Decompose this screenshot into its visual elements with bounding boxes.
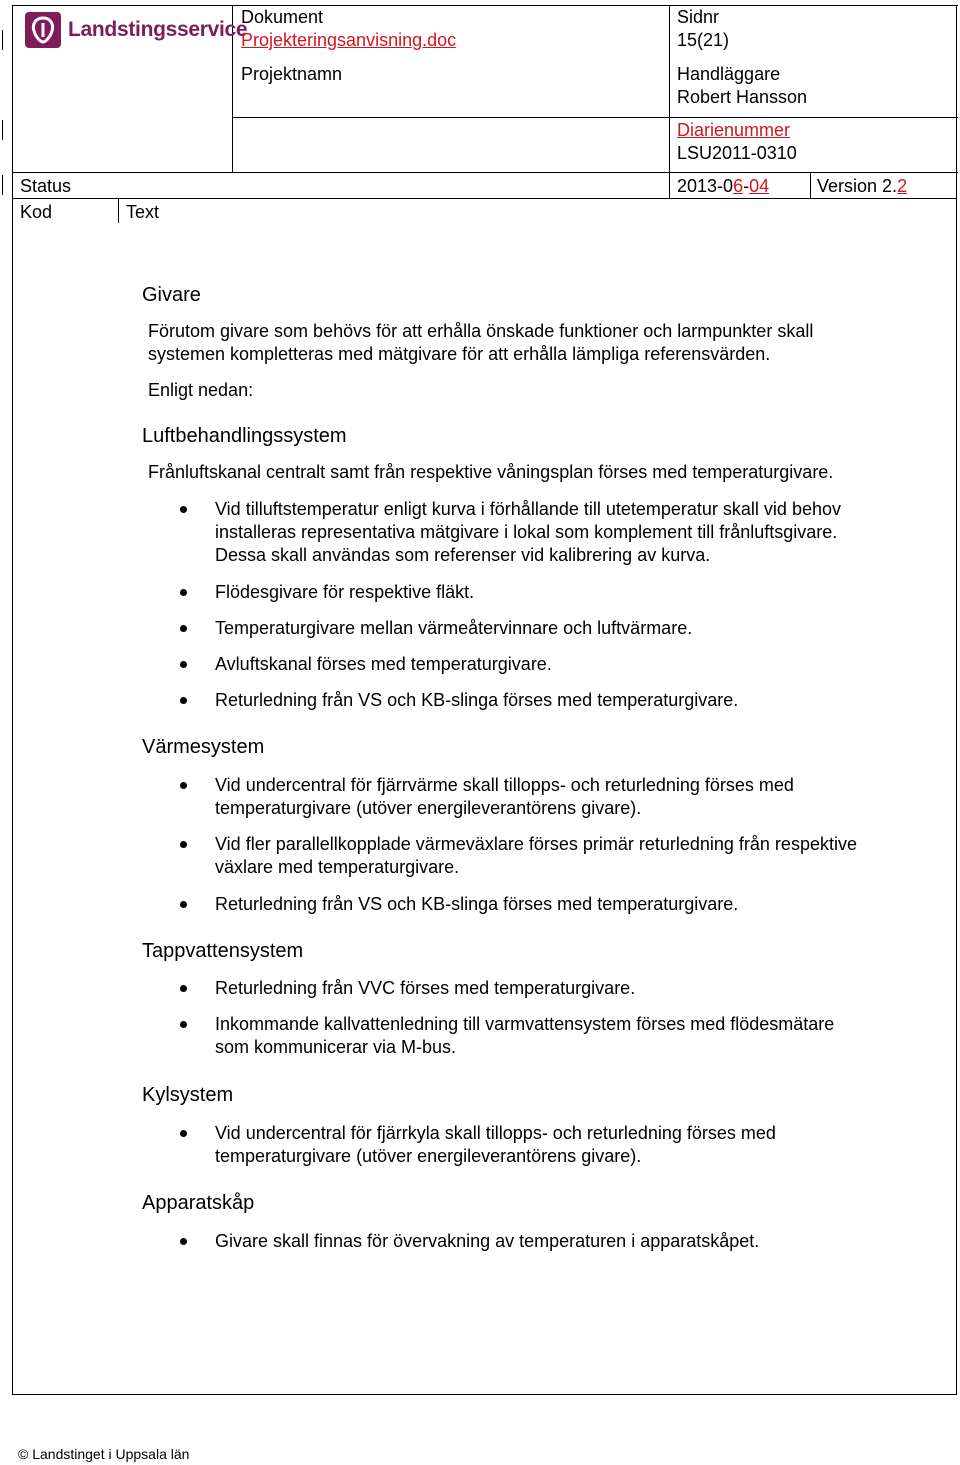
- bullet-icon: [180, 1130, 187, 1137]
- varme-bullet-1-line-1: Vid undercentral för fjärrvärme skall tillopps- och returledning förses med: [215, 775, 794, 795]
- luft-bullet-1-line-2: installeras representativa mätgivare i lokal som komplement till frånluftsgivare.: [215, 522, 838, 542]
- logo: [24, 11, 248, 49]
- header-left-border: [12, 5, 13, 1394]
- luft-bullet-5: Returledning från VS och KB-slinga förses med temperaturgivare.: [215, 690, 739, 710]
- margin-mark: [2, 175, 3, 195]
- header-top-border: [12, 5, 958, 6]
- heading-givare: Givare: [142, 284, 201, 306]
- app-bullet-1: Givare skall finnas för övervakning av temperaturen i apparatskåpet.: [215, 1231, 760, 1251]
- intro-line-1: Förutom givare som behövs för att erhålla önskade funktioner och larmpunkter skall: [148, 321, 814, 341]
- header-right-border: [956, 5, 957, 1394]
- tapp-bullet-2-line-1: Inkommande kallvattenledning till varmvattensystem förses med flödesmätare: [215, 1014, 835, 1034]
- bullet-icon: [180, 1021, 187, 1028]
- bullet-icon: [180, 697, 187, 704]
- bullet-icon: [180, 625, 187, 632]
- date-prefix: 2013-0: [677, 176, 734, 196]
- kod-label: Kod: [20, 202, 53, 222]
- footer: [18, 1446, 189, 1462]
- heading-luftbehandling: Luftbehandlingssystem: [142, 425, 347, 447]
- varme-bullet-2-line-1: Vid fler parallellkopplade värmeväxlare förses primär returledning från respektive: [215, 834, 857, 854]
- bullet-icon: [180, 841, 187, 848]
- sidnr-value: 15(21): [677, 30, 730, 50]
- heading-apparatskap: Apparatskåp: [142, 1192, 255, 1214]
- varme-bullet-2-line-2: växlare med temperaturgivare.: [215, 857, 460, 877]
- margin-mark: [2, 120, 3, 140]
- luft-bullet-2: Flödesgivare för respektive fläkt.: [215, 582, 475, 602]
- header-col-divider-2: [669, 5, 670, 198]
- copyright-icon: ©: [18, 1446, 29, 1462]
- page-bottom-border: [12, 1394, 957, 1395]
- dokument-link[interactable]: Projekteringsanvisning.doc: [241, 30, 457, 50]
- diarienummer-link[interactable]: Diarienummer: [677, 120, 791, 140]
- handlaggare-value: Robert Hansson: [677, 87, 808, 107]
- date-sep: -: [743, 176, 750, 196]
- intro-line-3: Enligt nedan:: [148, 380, 254, 400]
- header-bottom-line: [12, 198, 956, 199]
- bullet-icon: [180, 506, 187, 513]
- date-red-day: 04: [749, 176, 770, 196]
- luft-bullet-1-line-1: Vid tilluftstemperatur enligt kurva i förhållande till utetemperatur skall vid behov: [215, 499, 841, 519]
- bullet-icon: [180, 901, 187, 908]
- version-value: [817, 175, 907, 198]
- bullet-icon: [180, 782, 187, 789]
- sidnr-label: Sidnr: [677, 7, 720, 27]
- heading-tappvatten: Tappvattensystem: [142, 940, 304, 962]
- tapp-bullet-2-line-2: som kommunicerar via M-bus.: [215, 1037, 457, 1057]
- date-red-month: 6: [733, 176, 744, 196]
- dokument-label: Dokument: [241, 7, 324, 27]
- varme-bullet-1-line-2: temperaturgivare (utöver energileverantörens givare).: [215, 798, 642, 818]
- luft-bullet-3: Temperaturgivare mellan värmeåtervinnare och luftvärmare.: [215, 618, 693, 638]
- bullet-icon: [180, 661, 187, 668]
- header-row-divider: [232, 117, 958, 118]
- version-red: 2: [897, 176, 908, 196]
- status-label: Status: [20, 176, 72, 196]
- heading-varmesystem: Värmesystem: [142, 736, 265, 758]
- bullet-icon: [180, 589, 187, 596]
- diarienummer-value: LSU2011-0310: [677, 143, 797, 163]
- heading-kylsystem: Kylsystem: [142, 1084, 234, 1106]
- luft-bullet-1-line-3: Dessa skall användas som referenser vid kalibrering av kurva.: [215, 545, 711, 565]
- projektnamn-label: Projektnamn: [241, 64, 343, 84]
- footer-org: Landstinget i Uppsala län: [32, 1446, 190, 1462]
- bullet-icon: [180, 1238, 187, 1245]
- version-divider: [810, 172, 811, 198]
- varme-bullet-3: Returledning från VS och KB-slinga förses med temperaturgivare.: [215, 894, 739, 914]
- bullet-icon: [180, 985, 187, 992]
- luft-intro: Frånluftskanal centralt samt från respektive våningsplan förses med temperaturgivare.: [148, 462, 834, 482]
- kyl-bullet-1-line-1: Vid undercentral för fjärrkyla skall tillopps- och returledning förses med: [215, 1123, 776, 1143]
- luft-bullet-4: Avluftskanal förses med temperaturgivare.: [215, 654, 552, 674]
- intro-line-2: systemen kompletteras med mätgivare för att erhålla lämpliga referensvärden.: [148, 344, 771, 364]
- date-value: [677, 175, 769, 198]
- margin-mark: [2, 30, 3, 50]
- kyl-bullet-1-line-2: temperaturgivare (utöver energileverantörens givare).: [215, 1146, 642, 1166]
- handlaggare-label: Handläggare: [677, 64, 781, 84]
- header-kod-divider: [118, 198, 119, 223]
- logo-text: Landstingsservice: [68, 18, 248, 41]
- text-label: Text: [126, 202, 160, 222]
- tapp-bullet-1: Returledning från VVC förses med temperaturgivare.: [215, 978, 636, 998]
- version-prefix: Version 2.: [817, 176, 898, 196]
- logo-icon: [24, 11, 62, 49]
- header-status-line: [12, 172, 958, 173]
